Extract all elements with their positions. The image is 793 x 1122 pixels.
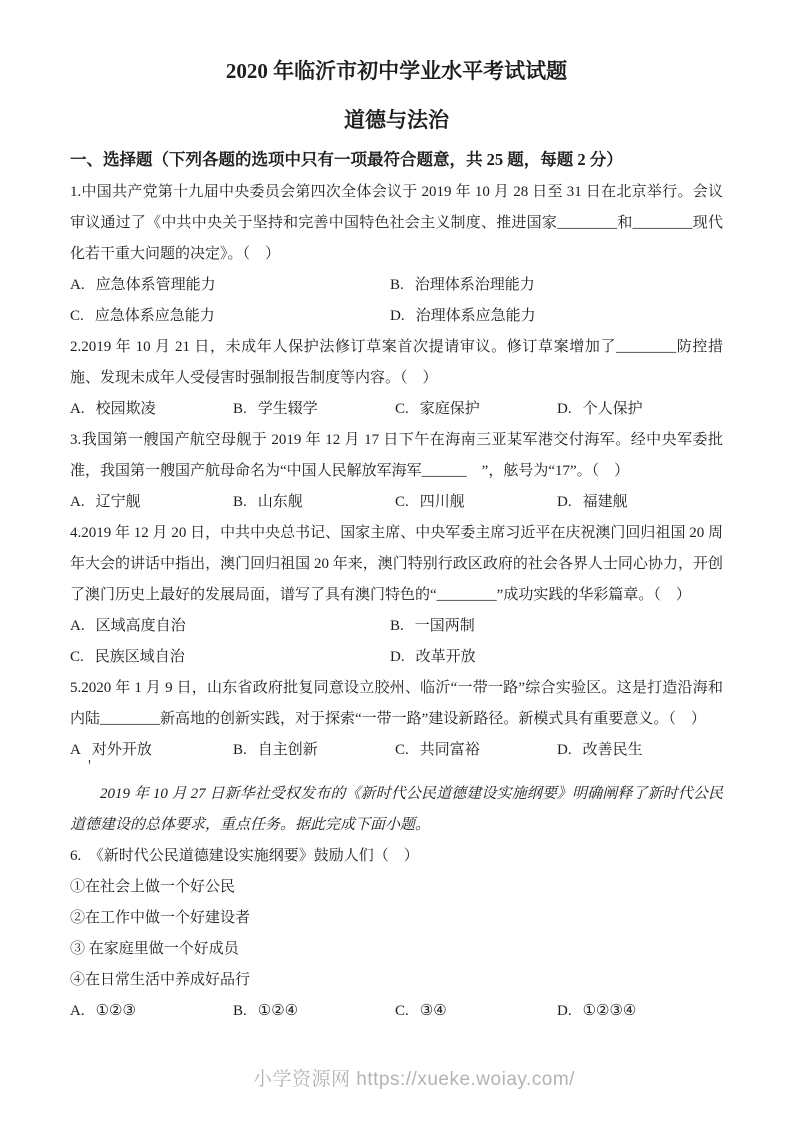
footer-site-name: 小学资源网 xyxy=(253,1069,351,1090)
option-label: C. xyxy=(395,742,409,758)
option-text: 个人保护 xyxy=(582,401,643,417)
option-b xyxy=(390,611,723,642)
option-label: A. xyxy=(70,1003,85,1019)
question-5-options xyxy=(70,735,723,766)
footer-url: https://xueke.woiay.com/ xyxy=(356,1069,575,1090)
option-text: 应急体系管理能力 xyxy=(95,277,216,293)
question-6-item-1: ①在社会上做一个好公民 xyxy=(70,879,236,895)
option-a xyxy=(70,611,390,642)
option-text: ①②③ xyxy=(95,1003,136,1019)
option-d xyxy=(557,394,723,425)
option-text: 福建舰 xyxy=(582,494,628,510)
option-label: C. xyxy=(395,401,409,417)
option-label: A. xyxy=(70,277,85,293)
option-d xyxy=(390,642,723,673)
option-text: 治理体系治理能力 xyxy=(414,277,535,293)
option-label: A xyxy=(70,742,81,758)
option-label: A. xyxy=(70,401,85,417)
option-label: B. xyxy=(233,742,247,758)
option-b xyxy=(233,996,395,1027)
option-text: 对外开放 xyxy=(91,742,152,758)
stray-mark: ＇ xyxy=(83,759,97,774)
question-4-options xyxy=(70,611,723,673)
option-text: 治理体系应急能力 xyxy=(415,308,536,324)
option-label: B. xyxy=(233,494,247,510)
question-1-options xyxy=(70,270,723,332)
option-text: 校园欺凌 xyxy=(95,401,156,417)
option-label: A. xyxy=(70,618,85,634)
option-label: B. xyxy=(390,277,404,293)
question-6-item-2: ②在工作中做一个好建设者 xyxy=(70,910,251,926)
question-4 xyxy=(70,518,723,673)
question-1 xyxy=(70,177,723,332)
question-4-stem: 4.2019 年 12 月 20 日，中共中央总书记、国家主席、中央军委主席习近平在庆祝澳门回归祖国 20 周年大会的讲话中指出，澳门回归祖国 20 年来，澳门特别行政区政府的社会各界人士同心协力，开创了澳门历史上最好的发展局面，谱写了具有澳门特色的“________”成功实践的华彩篇章。（ ） xyxy=(70,525,723,603)
option-b xyxy=(233,394,395,425)
option-label: D. xyxy=(390,649,405,665)
option-c xyxy=(395,394,557,425)
option-text: 山东舰 xyxy=(257,494,303,510)
option-text: 民族区域自治 xyxy=(94,649,185,665)
option-text: 辽宁舰 xyxy=(95,494,141,510)
option-label: A. xyxy=(70,494,85,510)
option-text: 家庭保护 xyxy=(419,401,480,417)
option-text: ①②③④ xyxy=(582,1003,637,1019)
option-c xyxy=(70,642,390,673)
option-c xyxy=(395,735,557,766)
question-3 xyxy=(70,425,723,518)
option-text: 四川舰 xyxy=(419,494,465,510)
question-2 xyxy=(70,332,723,425)
option-a xyxy=(70,487,233,518)
question-6-item-3: ③ 在家庭里做一个好成员 xyxy=(70,941,239,957)
option-c xyxy=(395,487,557,518)
page-subject: 道德与法治 xyxy=(344,108,449,132)
option-d xyxy=(557,735,723,766)
option-c xyxy=(70,301,390,332)
question-2-options xyxy=(70,394,723,425)
option-label: B. xyxy=(233,401,247,417)
option-text: 改革开放 xyxy=(415,649,476,665)
option-label: B. xyxy=(390,618,404,634)
option-text: 共同富裕 xyxy=(419,742,480,758)
option-label: D. xyxy=(557,742,572,758)
question-5 xyxy=(70,673,723,766)
option-label: D. xyxy=(557,494,572,510)
option-a xyxy=(70,270,390,301)
question-6-options xyxy=(70,996,723,1027)
option-text: 应急体系应急能力 xyxy=(94,308,215,324)
option-b xyxy=(233,487,395,518)
option-label: D. xyxy=(557,1003,572,1019)
option-text: 自主创新 xyxy=(257,742,318,758)
option-label: D. xyxy=(557,401,572,417)
section-header: 一、选择题（下列各题的选项中只有一项最符合题意，共 25 题，每题 2 分） xyxy=(70,150,623,169)
option-label: B. xyxy=(233,1003,247,1019)
option-a xyxy=(70,996,233,1027)
option-label: D. xyxy=(390,308,405,324)
option-text: 一国两制 xyxy=(414,618,475,634)
option-text: ①②④ xyxy=(257,1003,299,1019)
question-2-stem: 2.2019 年 10 月 21 日，未成年人保护法修订草案首次提请审议。修订草案增加了________防控措施、发现未成年人受侵害时强制报告制度等内容。（ ） xyxy=(70,339,723,386)
option-d xyxy=(390,301,723,332)
question-6-stem: 6. 《新时代公民道德建设实施纲要》鼓励人们（ ） xyxy=(70,848,419,864)
option-b xyxy=(233,735,395,766)
option-a xyxy=(70,394,233,425)
question-3-options xyxy=(70,487,723,518)
option-label: C. xyxy=(395,1003,409,1019)
question-3-stem: 3.我国第一艘国产航空母舰于 2019 年 12 月 17 日下午在海南三亚某军港交付海军。经中央军委批准，我国第一艘国产航母命名为“中国人民解放军海军______ ”，舷号为“17”。（ ） xyxy=(70,432,723,479)
option-text: ③④ xyxy=(419,1003,447,1019)
question-5-stem: 5.2020 年 1 月 9 日，山东省政府批复同意设立胶州、临沂“一带一路”综合实验区。这是打造沿海和内陆________新高地的创新实践，对于探索“一带一路”建设新路径。新模式具有重要意义。（ ） xyxy=(70,680,723,727)
page-title: 2020 年临沂市初中学业水平考试试题 xyxy=(225,59,568,83)
option-text: 区域高度自治 xyxy=(95,618,186,634)
footer xyxy=(253,1064,575,1091)
option-text: 改善民生 xyxy=(582,742,643,758)
question-1-stem: 1.中国共产党第十九届中央委员会第四次全体会议于 2019 年 10 月 28 日至 31 日在北京举行。会议审议通过了《中共中央关于坚持和完善中国特色社会主义制度、推进国家________和________现代化若干重大问题的决定》。（ ） xyxy=(70,184,723,262)
option-text: 学生辍学 xyxy=(257,401,318,417)
option-label: C. xyxy=(70,649,84,665)
option-c xyxy=(395,996,557,1027)
material-paragraph: 2019 年 10 月 27 日新华社受权发布的《新时代公民道德建设实施纲要》明确阐释了新时代公民道德建设的总体要求，重点任务。据此完成下面小题。 xyxy=(70,786,723,833)
option-d xyxy=(557,487,723,518)
option-b xyxy=(390,270,723,301)
question-6-item-4: ④在日常生活中养成好品行 xyxy=(70,972,251,988)
option-d xyxy=(557,996,723,1027)
question-6 xyxy=(70,841,723,1027)
option-label: C. xyxy=(395,494,409,510)
option-label: C. xyxy=(70,308,84,324)
